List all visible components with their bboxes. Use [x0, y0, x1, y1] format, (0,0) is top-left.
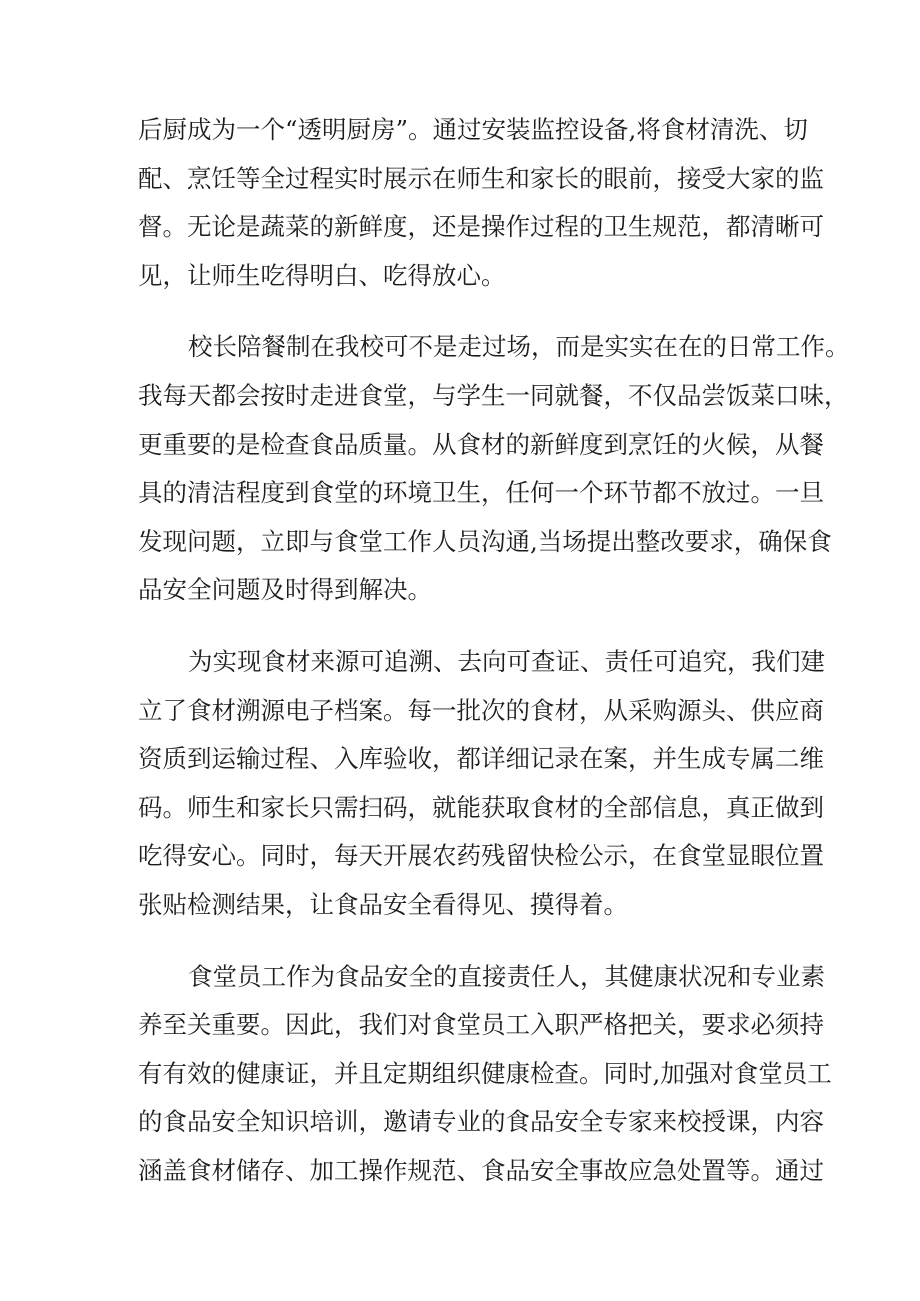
text-line: 有有效的健康证，并且定期组织健康检查。同时,加强对食堂员工 [138, 1058, 832, 1088]
text-line: 见，让师生吃得明白、吃得放心。 [138, 260, 506, 290]
text-line: 涵盖食材储存、加工操作规范、食品安全事故应急处置等。通过 [138, 1155, 824, 1185]
paragraph-spacer [138, 615, 788, 638]
text-line: 具的清洁程度到食堂的环境卫生，任何一个环节都不放过。一旦 [138, 478, 824, 508]
text-line: 后厨成为一个“透明厨房”。通过安装监控设备,将食材清洗、切 [138, 115, 808, 144]
text-line: 品安全问题及时得到解决。 [138, 575, 432, 605]
paragraph-traceability [138, 638, 825, 930]
text-line: 配、烹饪等全过程实时展示在师生和家长的眼前，接受大家的监 [138, 163, 824, 193]
text-line: 养至关重要。因此，我们对食堂员工入职严格把关，要求必须持 [138, 1010, 824, 1040]
document-body [138, 106, 850, 1195]
text-line: 的食品安全知识培训，邀请专业的食品安全专家来校授课，内容 [138, 1107, 824, 1137]
paragraph-staff-health [138, 953, 832, 1196]
text-line: 码。师生和家长只需扫码，就能获取食材的全部信息，真正做到 [138, 792, 824, 822]
paragraph-principal-dining [138, 323, 850, 615]
text-line: 张贴检测结果，让食品安全看得见、摸得着。 [138, 889, 628, 919]
text-line: 为实现食材来源可追溯、去向可查证、责任可追究，我们建 [188, 646, 825, 676]
text-line: 立了食材溯源电子档案。每一批次的食材，从采购源头、供应商 [138, 695, 824, 725]
text-line: 校长陪餐制在我校可不是走过场，而是实实在在的日常工作。 [188, 332, 850, 362]
text-line: 吃得安心。同时，每天开展农药残留快检公示，在食堂显眼位置 [138, 841, 824, 871]
paragraph-spacer [138, 300, 788, 323]
text-line: 食堂员工作为食品安全的直接责任人，其健康状况和专业素 [188, 961, 825, 991]
text-line: 督。无论是蔬菜的新鲜度，还是操作过程的卫生规范，都清晰可 [138, 212, 824, 242]
paragraph-spacer [138, 930, 788, 953]
text-line: 资质到运输过程、入库验收，都详细记录在案，并生成专属二维 [138, 744, 824, 774]
text-line: 我每天都会按时走进食堂，与学生一同就餐，不仅品尝饭菜口味， [138, 380, 849, 410]
text-line: 更重要的是检查食品质量。从食材的新鲜度到烹饪的火候，从餐 [138, 429, 824, 459]
paragraph-transparent-kitchen [138, 106, 824, 300]
text-line: 发现问题，立即与食堂工作人员沟通,当场提出整改要求，确保食 [138, 526, 832, 556]
